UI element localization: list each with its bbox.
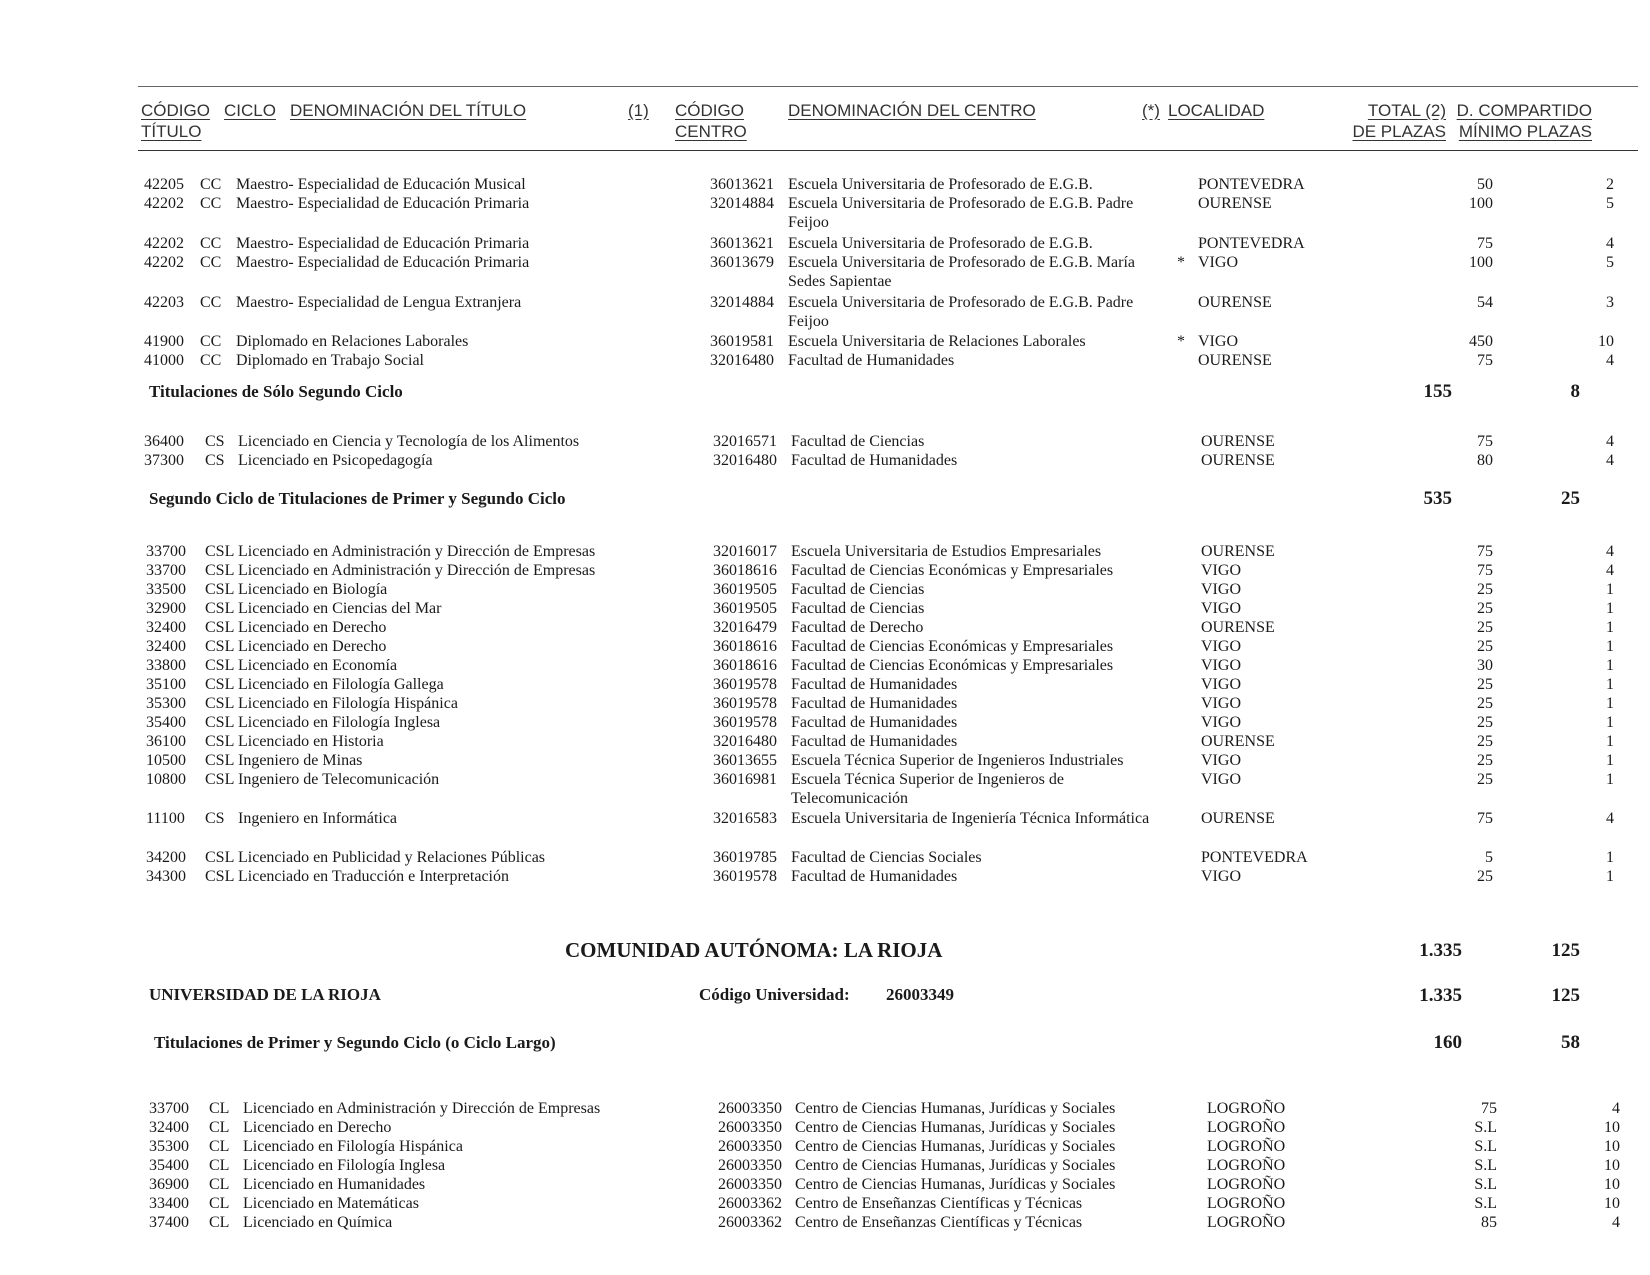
codigo-centro: 32016479 [713,619,777,636]
codigo-titulo: 33400 [149,1195,189,1212]
header-codigo-centro [675,100,747,142]
codigo-centro: 32016017 [713,543,777,560]
header-localidad: LOCALIDAD [1168,101,1265,120]
total-plazas: 25 [1477,638,1493,655]
total-plazas: 50 [1477,176,1493,193]
codigo-titulo: 35300 [146,695,186,712]
comunidad-title: COMUNIDAD AUTÓNOMA: LA RIOJA [565,938,943,962]
minimo-plazas: 10 [1604,1138,1620,1155]
minimo-plazas: 10 [1604,1157,1620,1174]
codigo-titulo: 42202 [144,235,184,252]
denominacion-centro: Centro de Ciencias Humanas, Jurídicas y Sociales [795,1157,1116,1174]
header-denominacion-titulo: DENOMINACIÓN DEL TÍTULO [290,101,527,120]
total-plazas: 25 [1477,695,1493,712]
denominacion-titulo: Licenciado en Economía [238,657,398,674]
codigo-centro: 32016480 [713,452,777,469]
ciclo: CC [200,352,222,369]
total-plazas: 85 [1481,1214,1497,1231]
minimo-plazas: 1 [1606,657,1614,674]
denominacion-centro: Facultad de Ciencias [791,433,925,450]
denominacion-centro: Facultad de Derecho [791,619,924,636]
ciclo: CSL [205,868,235,885]
codigo-titulo: 33700 [146,543,186,560]
codigo-centro: 32016583 [713,810,777,827]
ciclo: CL [209,1176,230,1193]
codigo-centro: 26003362 [718,1195,782,1212]
total-plazas: 75 [1477,810,1493,827]
localidad: VIGO [1201,638,1241,655]
total-plazas: 75 [1477,433,1493,450]
denominacion-centro: Escuela Técnica Superior de Ingenieros de Telecomunicación [791,771,1064,807]
localidad: LOGROÑO [1207,1138,1286,1155]
minimo-plazas: 5 [1606,195,1614,212]
ciclo: CL [209,1214,230,1231]
minimo-plazas: 1 [1606,600,1614,617]
codigo-centro: 36013679 [710,254,774,271]
codigo-titulo: 36100 [146,733,186,750]
codigo-centro: 36019578 [713,676,777,693]
section-title: Titulaciones de Sólo Segundo Ciclo [149,382,403,401]
localidad: PONTEVEDRA [1198,176,1305,193]
denominacion-titulo: Licenciado en Ciencia y Tecnología de los Alimentos [238,433,580,450]
ciclo: CC [200,294,222,311]
header-compartido-line2: MÍNIMO PLAZAS [1458,122,1592,141]
minimo-plazas: 4 [1612,1100,1620,1117]
codigo-titulo: 42205 [144,176,184,193]
ciclo: CS [205,433,225,450]
denominacion-centro: Facultad de Humanidades [791,714,958,731]
codigo-centro: 26003350 [718,1157,782,1174]
minimo-plazas: 2 [1606,176,1614,193]
codigo-titulo: 36400 [144,433,184,450]
localidad: VIGO [1201,695,1241,712]
localidad: OURENSE [1201,810,1275,827]
denominacion-titulo: Licenciado en Administración y Dirección de Empresas [238,543,596,560]
comunidad-minimo: 125 [1551,940,1580,961]
total-plazas: 75 [1481,1100,1497,1117]
total-plazas: 25 [1477,771,1493,788]
denominacion-titulo: Licenciado en Química [243,1214,393,1231]
localidad: OURENSE [1201,433,1275,450]
header-bottom-rule [138,150,1638,151]
total-plazas: 25 [1477,676,1493,693]
codigo-centro: 36018616 [713,657,777,674]
minimo-plazas: 1 [1606,752,1614,769]
ciclo: CSL [205,581,235,598]
minimo-plazas: 1 [1606,676,1614,693]
denominacion-centro: Facultad de Ciencias Sociales [791,849,982,866]
ciclo: CL [209,1195,230,1212]
codigo-centro: 36013621 [710,176,774,193]
denominacion-titulo: Licenciado en Derecho [243,1119,392,1136]
codigo-titulo: 10500 [146,752,186,769]
codigo-titulo: 10800 [146,771,186,788]
total-plazas: S.L [1474,1119,1497,1136]
section-title: Segundo Ciclo de Titulaciones de Primer y Segundo Ciclo [149,489,566,508]
localidad: PONTEVEDRA [1201,849,1308,866]
denominacion-centro: Facultad de Ciencias [791,600,925,617]
ciclo: CSL [205,543,235,560]
total-plazas: 25 [1477,752,1493,769]
universidad-minimo: 125 [1551,985,1580,1006]
codigo-titulo: 37400 [149,1214,189,1231]
codigo-titulo: 33800 [146,657,186,674]
header-compartido-line1: D. COMPARTIDO [1456,101,1592,120]
minimo-plazas: 10 [1604,1119,1620,1136]
denominacion-centro: Facultad de Ciencias Económicas y Empresariales [791,562,1114,579]
localidad: LOGROÑO [1207,1176,1286,1193]
localidad: LOGROÑO [1207,1157,1286,1174]
codigo-titulo: 42202 [144,195,184,212]
denominacion-titulo: Diplomado en Relaciones Laborales [236,333,469,350]
minimo-plazas: 4 [1606,433,1614,450]
ciclo: CL [209,1138,230,1155]
codigo-titulo: 11100 [146,810,185,827]
universidad-code: 26003349 [886,985,954,1004]
denominacion-centro: Escuela Universitaria de Profesorado de E.G.B. [788,235,1093,252]
ciclo: CSL [205,733,235,750]
codigo-titulo: 32400 [146,638,186,655]
ciclo: CL [209,1119,230,1136]
codigo-titulo: 37300 [144,452,184,469]
codigo-titulo: 36900 [149,1176,189,1193]
codigo-titulo: 33700 [146,562,186,579]
localidad: PONTEVEDRA [1198,235,1305,252]
comunidad-total: 1.335 [1419,940,1462,961]
denominacion-titulo: Licenciado en Administración y Dirección de Empresas [238,562,596,579]
denominacion-titulo: Licenciado en Humanidades [243,1176,426,1193]
denominacion-titulo: Maestro- Especialidad de Educación Primaria [236,254,530,271]
total-plazas: 75 [1477,562,1493,579]
minimo-plazas: 4 [1606,235,1614,252]
denominacion-titulo: Licenciado en Filología Inglesa [243,1157,446,1174]
ciclo: CC [200,195,222,212]
denominacion-centro: Centro de Ciencias Humanas, Jurídicas y Sociales [795,1119,1116,1136]
localidad: VIGO [1201,562,1241,579]
denominacion-centro: Centro de Ciencias Humanas, Jurídicas y Sociales [795,1138,1116,1155]
minimo-plazas: 4 [1606,352,1614,369]
codigo-titulo: 34300 [146,868,186,885]
denominacion-titulo: Diplomado en Trabajo Social [236,352,424,369]
total-plazas: 75 [1477,352,1493,369]
total-plazas: 30 [1477,657,1493,674]
header-nota1: (1) [628,101,649,120]
codigo-titulo: 33500 [146,581,186,598]
codigo-centro: 36019505 [713,581,777,598]
minimo-plazas: 4 [1606,452,1614,469]
codigo-centro: 26003350 [718,1119,782,1136]
total-plazas: S.L [1474,1138,1497,1155]
universidad-total: 1.335 [1419,985,1462,1006]
denominacion-centro: Escuela Técnica Superior de Ingenieros Industriales [791,752,1124,769]
localidad: OURENSE [1201,543,1275,560]
total-plazas: 25 [1477,619,1493,636]
localidad: OURENSE [1198,195,1272,212]
denominacion-titulo: Licenciado en Traducción e Interpretación [238,868,509,885]
codigo-centro: 36019578 [713,868,777,885]
ciclo: CSL [205,714,235,731]
denominacion-centro: Facultad de Ciencias [791,581,925,598]
codigo-centro: 32016571 [713,433,777,450]
minimo-plazas: 4 [1606,543,1614,560]
denominacion-centro: Escuela Universitaria de Profesorado de E.G.B. Padre Feijoo [788,294,1134,330]
header-asterisco: (*) [1142,101,1160,120]
total-plazas: 25 [1477,600,1493,617]
codigo-centro: 26003350 [718,1100,782,1117]
codigo-centro: 36019578 [713,714,777,731]
codigo-centro: 26003350 [718,1138,782,1155]
codigo-centro: 36013621 [710,235,774,252]
denominacion-centro: Facultad de Humanidades [791,676,958,693]
codigo-centro: 26003350 [718,1176,782,1193]
denominacion-titulo: Maestro- Especialidad de Educación Primaria [236,195,530,212]
denominacion-titulo: Licenciado en Filología Hispánica [238,695,458,712]
denominacion-titulo: Licenciado en Historia [238,733,384,750]
localidad: VIGO [1201,676,1241,693]
codigo-titulo: 41000 [144,352,184,369]
localidad: VIGO [1201,657,1241,674]
minimo-plazas: 1 [1606,849,1614,866]
minimo-plazas: 1 [1606,733,1614,750]
denominacion-titulo: Licenciado en Derecho [238,619,387,636]
localidad: OURENSE [1201,452,1275,469]
denominacion-titulo: Maestro- Especialidad de Lengua Extranjera [236,294,522,311]
codigo-titulo: 35400 [149,1157,189,1174]
header-compartido [1450,100,1592,142]
ciclo: CL [209,1157,230,1174]
minimo-plazas: 1 [1606,581,1614,598]
denominacion-titulo: Licenciado en Derecho [238,638,387,655]
denominacion-titulo: Ingeniero en Informática [238,810,398,827]
ciclo: CS [205,452,225,469]
ciclo: CSL [205,600,235,617]
total-plazas: 75 [1477,543,1493,560]
localidad: VIGO [1201,771,1241,788]
denominacion-titulo: Ingeniero de Telecomunicación [238,771,440,788]
codigo-centro: 32014884 [710,195,774,212]
codigo-titulo: 42202 [144,254,184,271]
localidad: VIGO [1201,600,1241,617]
denominacion-centro: Escuela Universitaria de Relaciones Laborales [788,333,1086,350]
minimo-plazas: 10 [1604,1176,1620,1193]
denominacion-centro: Facultad de Humanidades [788,352,955,369]
ciclo: CSL [205,771,235,788]
localidad: OURENSE [1198,294,1272,311]
minimo-plazas: 1 [1606,868,1614,885]
denominacion-centro: Facultad de Humanidades [791,733,958,750]
ciclo: CSL [205,657,235,674]
codigo-titulo: 32400 [149,1119,189,1136]
localidad: VIGO [1201,868,1241,885]
minimo-plazas: 4 [1612,1214,1620,1231]
denominacion-centro: Facultad de Ciencias Económicas y Empresariales [791,638,1114,655]
total-plazas: 80 [1477,452,1493,469]
denominacion-titulo: Licenciado en Publicidad y Relaciones Públicas [238,849,546,866]
codigo-titulo: 32400 [146,619,186,636]
codigo-centro: 26003362 [718,1214,782,1231]
localidad: LOGROÑO [1207,1119,1286,1136]
codigo-centro: 36013655 [713,752,777,769]
localidad: VIGO [1201,581,1241,598]
asterisco: * [1177,333,1185,350]
total-plazas: 5 [1485,849,1493,866]
ciclo: CSL [205,676,235,693]
codigo-titulo: 34200 [146,849,186,866]
localidad: VIGO [1201,752,1241,769]
denominacion-centro: Facultad de Humanidades [791,868,958,885]
ciclo: CSL [205,562,235,579]
ciclo: CC [200,176,222,193]
total-plazas: 25 [1477,581,1493,598]
header-codigo-titulo-line2: TÍTULO [141,122,202,141]
codigo-titulo: 35100 [146,676,186,693]
denominacion-titulo: Licenciado en Filología Hispánica [243,1138,463,1155]
denominacion-centro: Facultad de Ciencias Económicas y Empresariales [791,657,1114,674]
minimo-plazas: 1 [1606,714,1614,731]
codigo-centro: 32014884 [710,294,774,311]
section-title: Titulaciones de Primer y Segundo Ciclo (o Ciclo Largo) [154,1033,556,1052]
localidad: VIGO [1198,254,1238,271]
header-codigo-centro-line1: CÓDIGO [675,101,744,120]
ciclo: CSL [205,619,235,636]
denominacion-centro: Facultad de Humanidades [791,695,958,712]
ciclo: CL [209,1100,230,1117]
localidad: OURENSE [1201,733,1275,750]
minimo-plazas: 4 [1606,810,1614,827]
universidad-name: UNIVERSIDAD DE LA RIOJA [149,985,381,1004]
header-codigo-titulo [141,100,210,142]
ciclo: CC [200,333,222,350]
minimo-plazas: 10 [1598,333,1614,350]
codigo-titulo: 32900 [146,600,186,617]
localidad: LOGROÑO [1207,1195,1286,1212]
denominacion-centro: Escuela Universitaria de Estudios Empresariales [791,543,1102,560]
localidad: LOGROÑO [1207,1100,1286,1117]
ciclo: CC [200,254,222,271]
header-total-line1: TOTAL (2) [1367,101,1446,120]
header-total-plazas [1340,100,1446,142]
total-plazas: 100 [1469,254,1493,271]
header-denominacion-centro: DENOMINACIÓN DEL CENTRO [788,101,1036,120]
ciclo: CSL [205,695,235,712]
ciclo: CS [205,810,225,827]
denominacion-centro: Centro de Ciencias Humanas, Jurídicas y Sociales [795,1100,1116,1117]
total-plazas: 100 [1469,195,1493,212]
denominacion-titulo: Licenciado en Psicopedagogía [238,452,433,469]
localidad: OURENSE [1201,619,1275,636]
localidad: VIGO [1198,333,1238,350]
minimo-plazas: 5 [1606,254,1614,271]
universidad-code-label: Código Universidad: [699,985,850,1004]
denominacion-titulo: Licenciado en Matemáticas [243,1195,419,1212]
total-plazas: S.L [1474,1195,1497,1212]
asterisco: * [1177,254,1185,271]
header-ciclo: CICLO [224,101,276,120]
denominacion-titulo: Licenciado en Administración y Dirección de Empresas [243,1100,601,1117]
section-minimo: 8 [1570,381,1580,402]
localidad: VIGO [1201,714,1241,731]
codigo-titulo: 35400 [146,714,186,731]
denominacion-titulo: Maestro- Especialidad de Educación Primaria [236,235,530,252]
minimo-plazas: 10 [1604,1195,1620,1212]
section-total: 155 [1423,381,1452,402]
top-rule [138,86,1638,87]
total-plazas: 25 [1477,733,1493,750]
codigo-centro: 36018616 [713,562,777,579]
denominacion-centro: Centro de Enseñanzas Científicas y Técnicas [795,1195,1083,1212]
denominacion-centro: Centro de Ciencias Humanas, Jurídicas y Sociales [795,1176,1116,1193]
codigo-titulo: 41900 [144,333,184,350]
minimo-plazas: 1 [1606,695,1614,712]
denominacion-centro: Escuela Universitaria de Profesorado de E.G.B. Padre Feijoo [788,195,1134,231]
minimo-plazas: 3 [1606,294,1614,311]
total-plazas: S.L [1474,1157,1497,1174]
ciclo: CSL [205,849,235,866]
total-plazas: 450 [1469,333,1493,350]
denominacion-titulo: Ingeniero de Minas [238,752,363,769]
codigo-titulo: 35300 [149,1138,189,1155]
ciclo: CSL [205,638,235,655]
total-plazas: 25 [1477,714,1493,731]
denominacion-titulo: Maestro- Especialidad de Educación Musical [236,176,526,193]
codigo-titulo: 42203 [144,294,184,311]
codigo-centro: 36019505 [713,600,777,617]
minimo-plazas: 1 [1606,638,1614,655]
ciclo: CC [200,235,222,252]
header-codigo-titulo-line1: CÓDIGO [141,101,210,120]
header-codigo-centro-line2: CENTRO [675,122,747,141]
total-plazas: 54 [1477,294,1493,311]
codigo-centro: 36018616 [713,638,777,655]
total-plazas: S.L [1474,1176,1497,1193]
denominacion-titulo: Licenciado en Biología [238,581,388,598]
denominacion-centro: Escuela Universitaria de Ingeniería Técnica Informática [791,810,1150,827]
section-minimo: 58 [1561,1032,1580,1053]
ciclo: CSL [205,752,235,769]
codigo-centro: 32016480 [710,352,774,369]
localidad: OURENSE [1198,352,1272,369]
minimo-plazas: 1 [1606,619,1614,636]
total-plazas: 75 [1477,235,1493,252]
section-minimo: 25 [1561,488,1580,509]
codigo-centro: 36016981 [713,771,777,788]
denominacion-titulo: Licenciado en Filología Inglesa [238,714,441,731]
codigo-centro: 36019785 [713,849,777,866]
header-total-line2: DE PLAZAS [1352,122,1446,141]
minimo-plazas: 1 [1606,771,1614,788]
denominacion-titulo: Licenciado en Ciencias del Mar [238,600,442,617]
section-total: 535 [1423,488,1452,509]
localidad: LOGROÑO [1207,1214,1286,1231]
codigo-centro: 36019581 [710,333,774,350]
codigo-centro: 36019578 [713,695,777,712]
denominacion-centro: Facultad de Humanidades [791,452,958,469]
denominacion-titulo: Licenciado en Filología Gallega [238,676,444,693]
section-total: 160 [1433,1032,1462,1053]
denominacion-centro: Escuela Universitaria de Profesorado de E.G.B. [788,176,1093,193]
codigo-centro: 32016480 [713,733,777,750]
denominacion-centro: Centro de Enseñanzas Científicas y Técnicas [795,1214,1083,1231]
total-plazas: 25 [1477,868,1493,885]
minimo-plazas: 4 [1606,562,1614,579]
denominacion-centro: Escuela Universitaria de Profesorado de E.G.B. María Sedes Sapientae [788,254,1135,290]
codigo-titulo: 33700 [149,1100,189,1117]
